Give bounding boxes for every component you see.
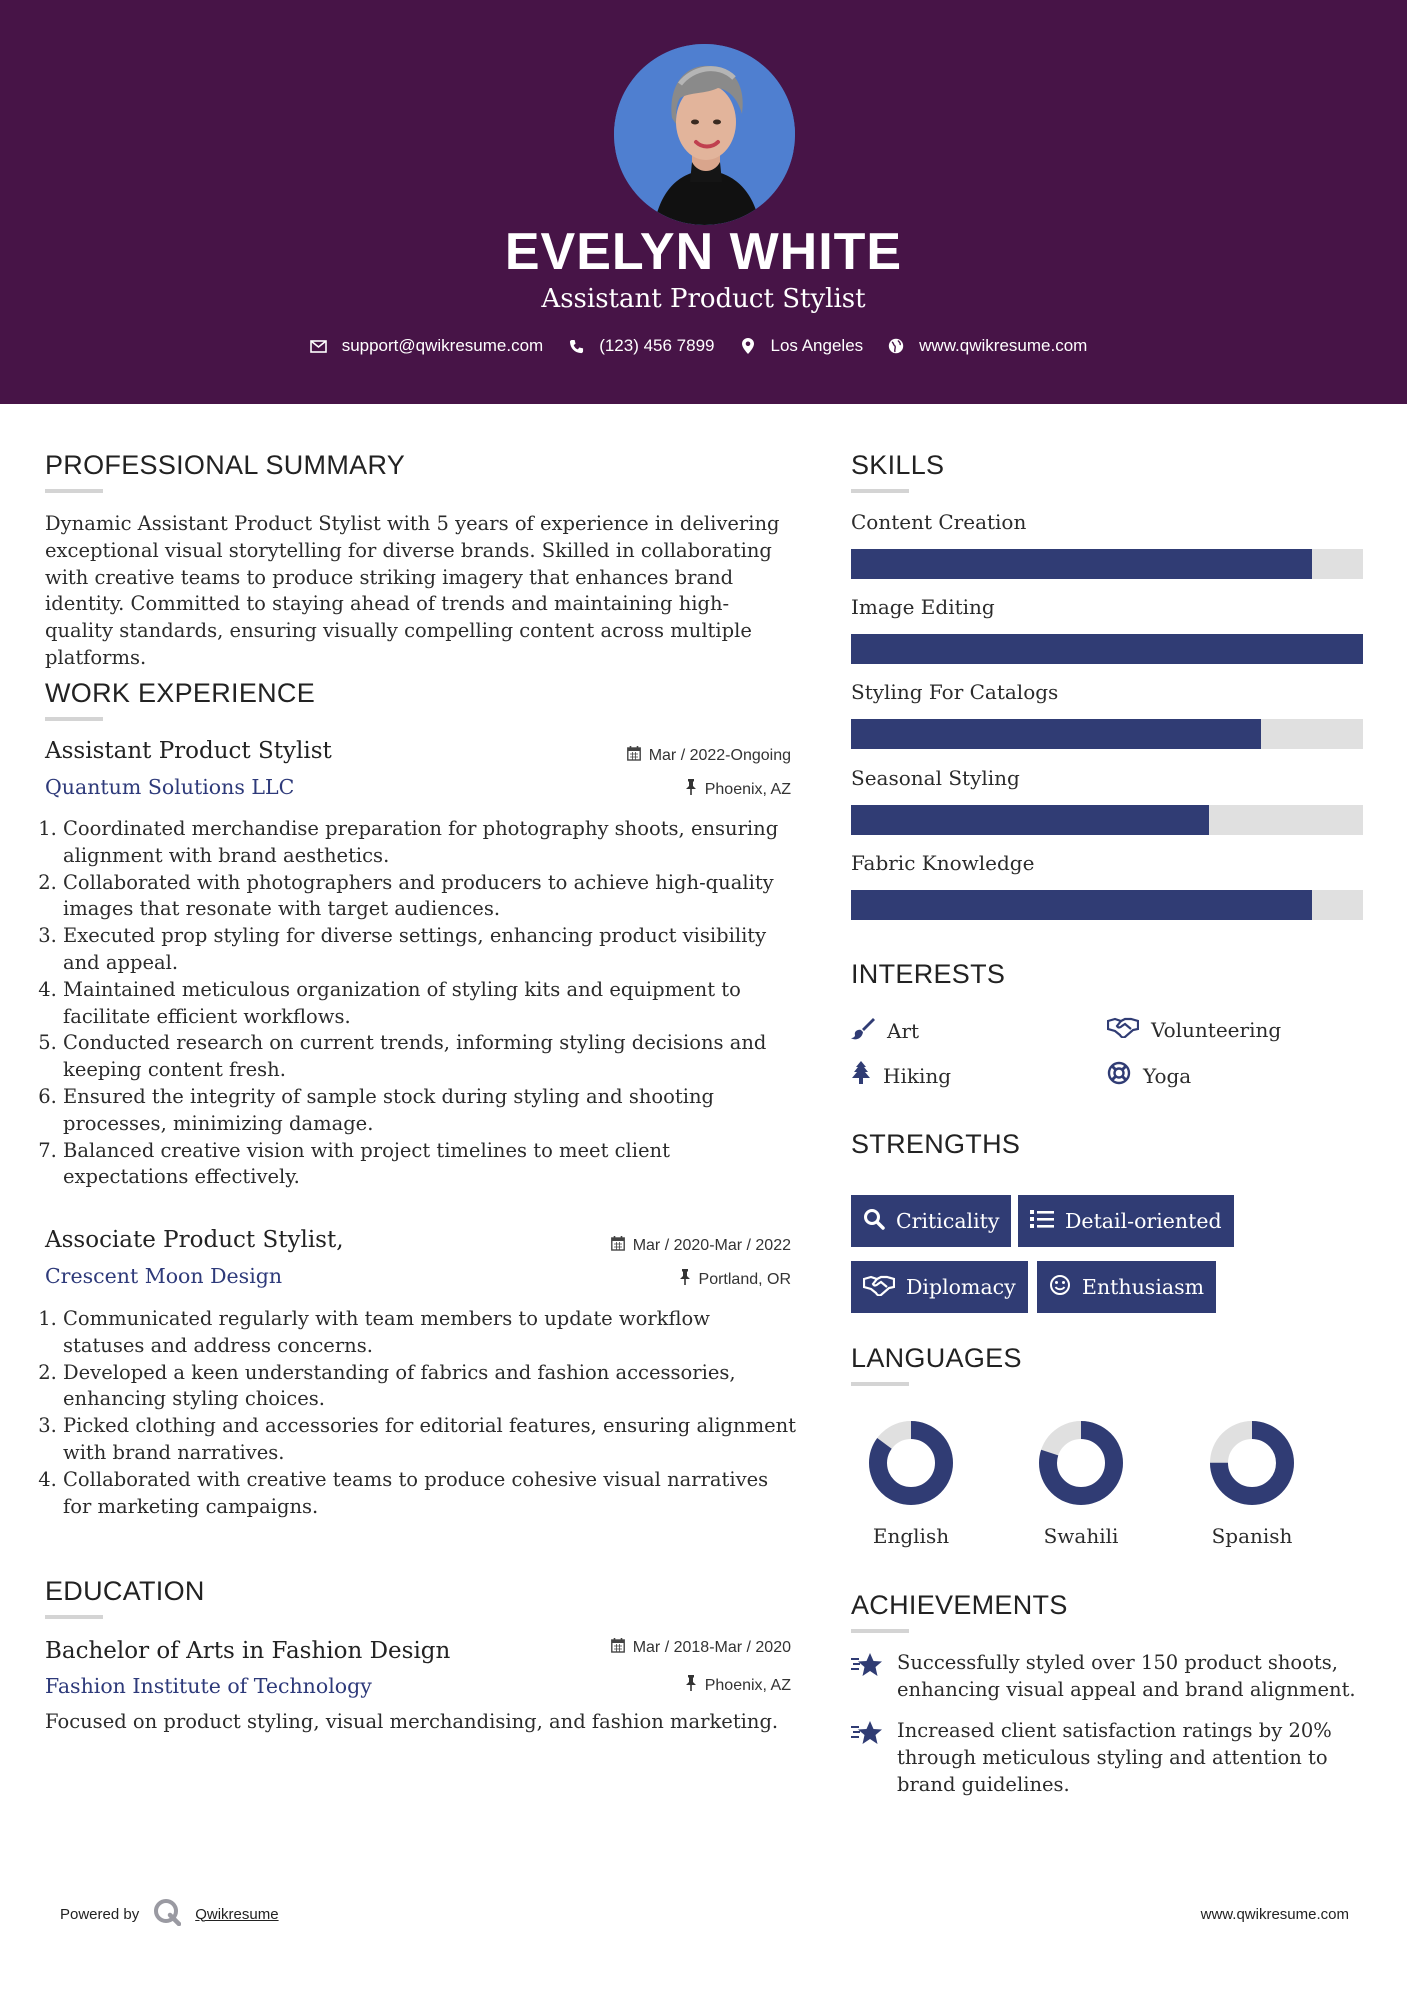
skill-bar-fill xyxy=(851,890,1312,920)
job-date-text: Mar / 2022-Ongoing xyxy=(648,747,791,764)
profile-photo xyxy=(614,44,795,225)
handshake-icon xyxy=(1107,1016,1139,1043)
interests-heading: INTERESTS xyxy=(851,959,1006,989)
list-icon xyxy=(1030,1209,1054,1234)
brand-link[interactable]: Qwikresume xyxy=(195,1905,279,1923)
skill-label: Content Creation xyxy=(851,510,1027,534)
job-location-text: Phoenix, AZ xyxy=(704,780,791,798)
list-item: 4. Maintained meticulous organization of styling kits and equipment to facilitate efficient workflows. xyxy=(63,977,797,1031)
calendar-icon xyxy=(627,746,641,766)
resume-header xyxy=(0,0,1407,404)
footer-website-link[interactable]: www.qwikresume.com xyxy=(1200,1906,1349,1923)
job-date-text: Mar / 2020-Mar / 2022 xyxy=(632,1237,791,1254)
job-title: Assistant Product Stylist xyxy=(45,738,332,764)
language-label: Swahili xyxy=(1043,1524,1119,1548)
list-item: 4. Collaborated with creative teams to produce cohesive visual narratives for marketing campaigns. xyxy=(63,1467,797,1521)
language-label: English xyxy=(872,1524,950,1548)
interest-item xyxy=(851,1061,951,1090)
pushpin-icon xyxy=(685,779,697,800)
skill-bar-track xyxy=(851,634,1363,664)
skill-label: Seasonal Styling xyxy=(851,766,1020,790)
summary-text: Dynamic Assistant Product Stylist with 5 years of experience in delivering exceptional visual storytelling for diverse brands. Skilled in collaborating with creative teams to produce striking imagery that enhances brand identity. Committed to staying ahead of trends and maintaining high-quality standards, ensuring visually compelling content across multiple platforms. xyxy=(45,512,780,669)
handshake-icon xyxy=(863,1274,895,1301)
skill-label: Styling For Catalogs xyxy=(851,680,1059,704)
skill-bar-track xyxy=(851,890,1363,920)
qwikresume-logo-icon xyxy=(153,1898,181,1930)
language-item xyxy=(1192,1418,1312,1548)
interest-label: Yoga xyxy=(1143,1063,1192,1088)
section-divider xyxy=(851,1382,909,1386)
footer-powered-by xyxy=(60,1898,279,1930)
interest-item xyxy=(851,1016,919,1045)
school-name: Fashion Institute of Technology xyxy=(45,1674,372,1698)
pushpin-icon xyxy=(685,1675,697,1696)
language-donut xyxy=(1036,1418,1126,1508)
phone-icon xyxy=(567,337,585,355)
skill-bar-track xyxy=(851,805,1363,835)
pushpin-icon xyxy=(679,1269,691,1290)
strength-chip xyxy=(851,1261,1028,1313)
search-icon xyxy=(863,1208,885,1235)
section-divider xyxy=(45,717,103,721)
map-pin-icon xyxy=(739,337,757,355)
achievements-heading: ACHIEVEMENTS xyxy=(851,1590,1068,1620)
job-location xyxy=(491,779,791,800)
phone-text[interactable]: (123) 456 7899 xyxy=(599,336,715,355)
skill-bar-track xyxy=(851,549,1363,579)
list-item: 1. Coordinated merchandise preparation for photography shoots, ensuring alignment with brand aesthetics. xyxy=(63,816,797,870)
degree-title: Bachelor of Arts in Fashion Design xyxy=(45,1638,451,1664)
language-label: Spanish xyxy=(1211,1524,1293,1548)
star-award-icon xyxy=(851,1650,883,1704)
education-location xyxy=(491,1675,791,1696)
location-text: Los Angeles xyxy=(770,336,864,355)
experience-heading: WORK EXPERIENCE xyxy=(45,678,316,708)
job-company: Crescent Moon Design xyxy=(45,1264,283,1288)
list-item: 7. Balanced creative vision with project timelines to meet client expectations effectively. xyxy=(63,1138,797,1192)
calendar-icon xyxy=(611,1236,625,1256)
job-location xyxy=(491,1269,791,1290)
strength-chip xyxy=(1018,1195,1234,1247)
interest-item xyxy=(1107,1061,1191,1090)
section-divider xyxy=(851,489,909,493)
education-date-text: Mar / 2018-Mar / 2020 xyxy=(632,1639,791,1656)
smile-icon xyxy=(1049,1274,1071,1301)
globe-icon xyxy=(887,337,905,355)
portrait-image xyxy=(614,44,795,225)
skill-bar-fill xyxy=(851,634,1363,664)
website-text[interactable]: www.qwikresume.com xyxy=(919,336,1088,355)
interest-item xyxy=(1107,1016,1281,1043)
strength-label: Enthusiasm xyxy=(1082,1275,1205,1299)
envelope-icon xyxy=(310,337,328,355)
education-date xyxy=(491,1638,791,1658)
language-donut xyxy=(1207,1418,1297,1508)
list-item: 5. Conducted research on current trends, informing styling decisions and keeping content fresh. xyxy=(63,1030,797,1084)
contact-website[interactable] xyxy=(887,336,1087,356)
language-donut xyxy=(866,1418,956,1508)
achievement-text: Successfully styled over 150 product shoots, enhancing visual appeal and brand alignment. xyxy=(897,1651,1356,1701)
skill-bar-track xyxy=(851,719,1363,749)
contact-bar xyxy=(0,336,1407,356)
strength-chip xyxy=(851,1195,1011,1247)
job-bullets xyxy=(37,1306,797,1520)
language-item xyxy=(851,1418,971,1548)
star-award-icon xyxy=(851,1718,883,1798)
tree-icon xyxy=(851,1061,871,1090)
section-divider xyxy=(851,1629,909,1633)
education-description: Focused on product styling, visual merchandising, and fashion marketing. xyxy=(45,1710,779,1733)
skill-label: Fabric Knowledge xyxy=(851,851,1035,875)
skill-bar-fill xyxy=(851,719,1261,749)
achievement-item xyxy=(851,1718,1361,1798)
job-date xyxy=(491,746,791,766)
strength-label: Detail-oriented xyxy=(1065,1209,1222,1233)
skill-bar-fill xyxy=(851,805,1209,835)
list-item: 2. Developed a keen understanding of fabrics and fashion accessories, enhancing styling choices. xyxy=(63,1360,797,1414)
strength-label: Diplomacy xyxy=(906,1275,1016,1299)
education-location-text: Phoenix, AZ xyxy=(704,1676,791,1694)
calendar-icon xyxy=(611,1638,625,1658)
list-item: 1. Communicated regularly with team members to update workflow statuses and address concerns. xyxy=(63,1306,797,1360)
interest-label: Volunteering xyxy=(1151,1017,1282,1042)
skill-label: Image Editing xyxy=(851,595,995,619)
strengths-heading: STRENGTHS xyxy=(851,1129,1021,1159)
candidate-name: EVELYN WHITE xyxy=(504,223,903,281)
interest-label: Hiking xyxy=(883,1063,952,1088)
achievement-text: Increased client satisfaction ratings by 20% through meticulous styling and attention to brand guidelines. xyxy=(897,1719,1332,1796)
strength-chip xyxy=(1037,1261,1216,1313)
candidate-title: Assistant Product Stylist xyxy=(541,284,866,314)
job-bullets xyxy=(37,816,797,1191)
email-text[interactable]: support@qwikresume.com xyxy=(341,336,544,355)
contact-location xyxy=(739,336,864,356)
powered-by-text: Powered by xyxy=(60,1905,140,1923)
contact-email[interactable] xyxy=(310,336,544,356)
list-item: 3. Picked clothing and accessories for editorial features, ensuring alignment with brand narratives. xyxy=(63,1413,797,1467)
section-divider xyxy=(45,1615,103,1619)
achievement-item xyxy=(851,1650,1361,1704)
job-title: Associate Product Stylist, xyxy=(45,1227,344,1253)
education-heading: EDUCATION xyxy=(45,1576,205,1606)
lifebuoy-icon xyxy=(1107,1061,1131,1090)
job-company: Quantum Solutions LLC xyxy=(45,775,295,799)
list-item: 6. Ensured the integrity of sample stock during styling and shooting processes, minimizing damage. xyxy=(63,1084,797,1138)
section-divider xyxy=(45,489,103,493)
skill-bar-fill xyxy=(851,549,1312,579)
list-item: 2. Collaborated with photographers and producers to achieve high-quality images that resonate with target audiences. xyxy=(63,870,797,924)
job-location-text: Portland, OR xyxy=(698,1270,791,1288)
interest-label: Art xyxy=(887,1018,920,1043)
strength-label: Criticality xyxy=(896,1209,1000,1233)
contact-phone[interactable] xyxy=(567,336,714,356)
list-item: 3. Executed prop styling for diverse settings, enhancing product visibility and appeal. xyxy=(63,923,797,977)
summary-heading: PROFESSIONAL SUMMARY xyxy=(45,450,406,480)
job-date xyxy=(491,1236,791,1256)
paintbrush-icon xyxy=(851,1016,875,1045)
languages-heading: LANGUAGES xyxy=(851,1343,1022,1373)
skills-heading: SKILLS xyxy=(851,450,945,480)
language-item xyxy=(1021,1418,1141,1548)
